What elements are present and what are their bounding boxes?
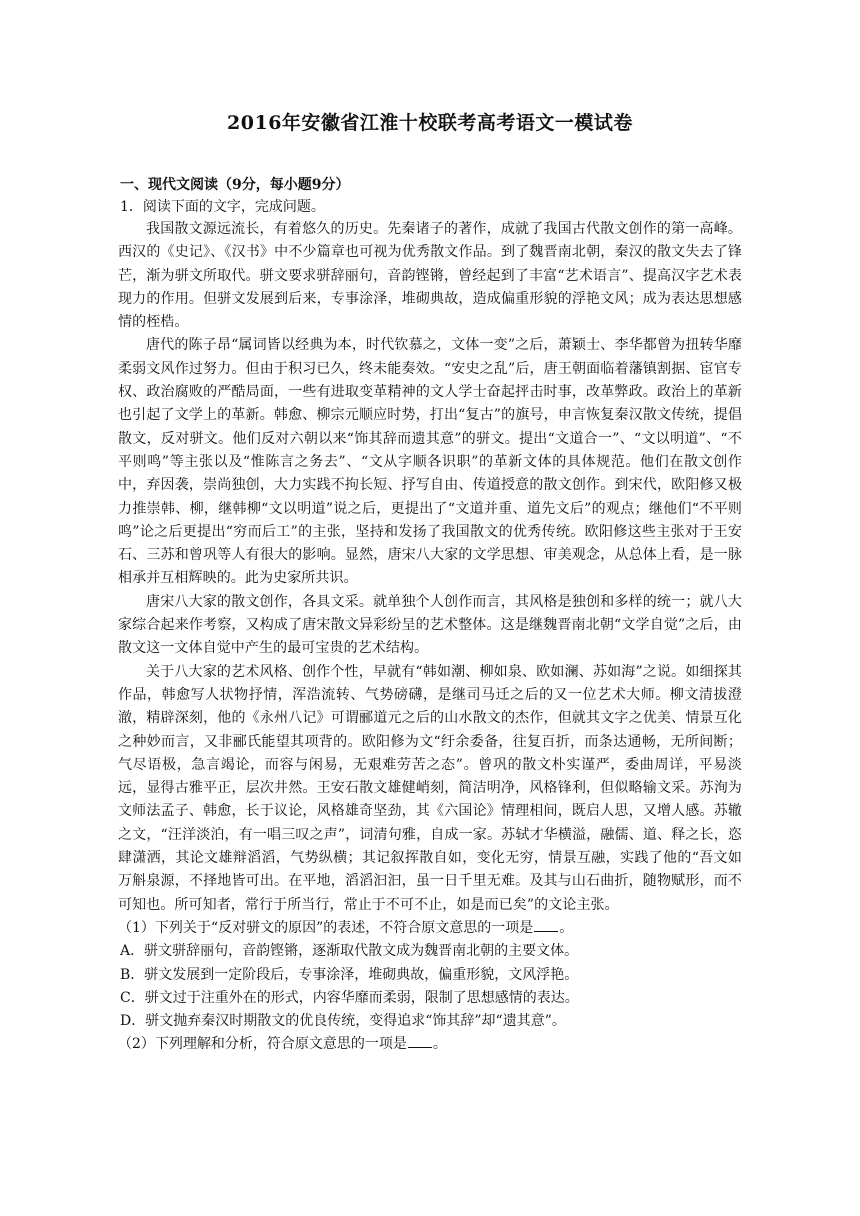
sub-question-1-end: 。 bbox=[559, 919, 574, 936]
option-b: B．骈文发展到一定阶段后，专事涂泽，堆砌典故，偏重形貌，文风浮艳。 bbox=[120, 966, 579, 983]
exam-title: 2016年安徽省江淮十校联考高考语文一模试卷 bbox=[227, 112, 633, 134]
answer-blank[interactable] bbox=[408, 1033, 432, 1048]
exam-page bbox=[118, 110, 742, 1057]
sub-question-2-end: 。 bbox=[432, 1036, 447, 1053]
passage-paragraph: 唐代的陈子昂“属词皆以经典为本，时代钦慕之，文体一变”之后，萧颖士、李华都曾为扭转华靡柔弱文风作过努力。但由于积习已久，终未能奏效。“安史之乱”后，唐王朝面临着藩镇割据、宦官专权、政治腐败的严酷局面，一些有进取变革精神的文人学士奋起抨击时事，改革弊政。政治上的革新也引起了文学上的革新。韩愈、柳宗元顺应时势，打出“复古”的旗号，申言恢复秦汉散文传统，提倡散文，反对骈文。他们反对六朝以来“饰其辞而遗其意”的骈文。提出“文道合一”、“文以明道”、“不平则鸣”等主张以及“惟陈言之务去”、“文从字顺各识职”的革新文体的具体规范。他们在散文创作中，弃因袭，崇尚独创，大力实践不拘长短、抒写自由、传道授意的散文创作。到宋代，欧阳修又极力推崇韩、柳，继韩柳“文以明道”说之后，更提出了“文道并重、道先文后”的观点；继他们“不平则鸣”论之后更提出“穷而后工”的主张，坚持和发扬了我国散文的优秀传统。欧阳修这些主张对于王安石、三苏和曾巩等人有很大的影响。显然，唐宋八大家的文学思想、审美观念，从总体上看，是一脉相承并互相辉映的。此为史家所共识。 bbox=[118, 337, 742, 587]
option-d: D．骈文抛弃秦汉时期散文的优良传统，变得追求“饰其辞”却“遗其意”。 bbox=[120, 1013, 566, 1030]
option-c: C．骈文过于注重外在的形式，内容华靡而柔弱，限制了思想感情的表达。 bbox=[120, 989, 579, 1006]
sub-question-1-text: （1）下列关于“反对骈文的原因”的表述，不符合原文意思的一项是 bbox=[118, 919, 534, 936]
sub-question-2 bbox=[118, 1033, 742, 1056]
passage-paragraph: 唐宋八大家的散文创作，各具文采。就单独个人创作而言，其风格是独创和多样的统一；就八大家综合起来作考察，又构成了唐宋散文异彩纷呈的艺术整体。这是继魏晋南北朝“文学自觉”之后，由散文这一文体自觉中产生的最可宝贵的艺术结构。 bbox=[118, 593, 742, 657]
answer-blank[interactable] bbox=[534, 917, 558, 932]
passage-paragraph: 我国散文源远流长，有着悠久的历史。先秦诸子的著作，成就了我国古代散文创作的第一高峰。西汉的《史记》、《汉书》中不少篇章也可视为优秀散文作品。到了魏晋南北朝，秦汉的散文失去了锋芒，渐为骈文所取代。骈文要求骈辞丽句，音韵铿锵，曾经起到了丰富“艺术语言”、提高汉字艺术表现力的作用。但骈文发展到后来，专事涂泽，堆砌典故，造成偏重形貌的浮艳文风；成为表达思想感情的桎梏。 bbox=[118, 221, 742, 331]
passage-paragraph: 关于八大家的艺术风格、创作个性，早就有“韩如潮、柳如泉、欧如澜、苏如海”之说。如细探其作品，韩愈写人状物抒情，浑浩流转、气势磅礴，是继司马迁之后的又一位艺术大师。柳文清拔澄澈，精辟深刻，他的《永州八记》可谓郦道元之后的山水散文的杰作，但就其文字之优美、情景互化之种妙而言，又非郦氏能望其项背的。欧阳修为文“纡余委备，往复百折，而条达通畅，无所间断；气尽语极，急言竭论，而容与闲易，无艰难劳苦之态”。曾巩的散文朴实谨严，委曲周详，平易淡远，显得古雅平正，层次井然。王安石散文雄健峭刻，简洁明净，风格锋利，但似略输文采。苏洵为文师法孟子、韩愈，长于议论，风格雄奇坚劲，其《六国论》情理相间，既启人思，又增人感。苏辙之文，“汪洋淡泊，有一唱三叹之声”，词清句雅，自成一家。苏轼才华横溢，融儒、道、释之长，恣肆潇洒，其论文雄辩滔滔，气势纵横；其记叙挥散自如，变化无穷，情景互融，实践了他的“吾文如万斛泉源，不择地皆可出。在平地，滔滔汩汩，虽一日千里无难。及其与山石曲折，随物赋形，而不可知也。所可知者，常行于所当行，常止于不可不止，如是而已矣”的文论主张。 bbox=[118, 663, 742, 913]
reading-passage bbox=[118, 218, 742, 917]
option-a: A．骈文骈辞丽句，音韵铿锵，逐渐取代散文成为魏晋南北朝的主要文体。 bbox=[120, 943, 579, 960]
sub-question-1 bbox=[118, 917, 742, 1033]
sub-question-2-text: （2）下列理解和分析，符合原文意思的一项是 bbox=[118, 1036, 407, 1053]
section-heading: 一、现代文阅读（9分，每小题9分） bbox=[120, 177, 350, 193]
question-stem: 1．阅读下面的文字，完成问题。 bbox=[120, 199, 325, 215]
